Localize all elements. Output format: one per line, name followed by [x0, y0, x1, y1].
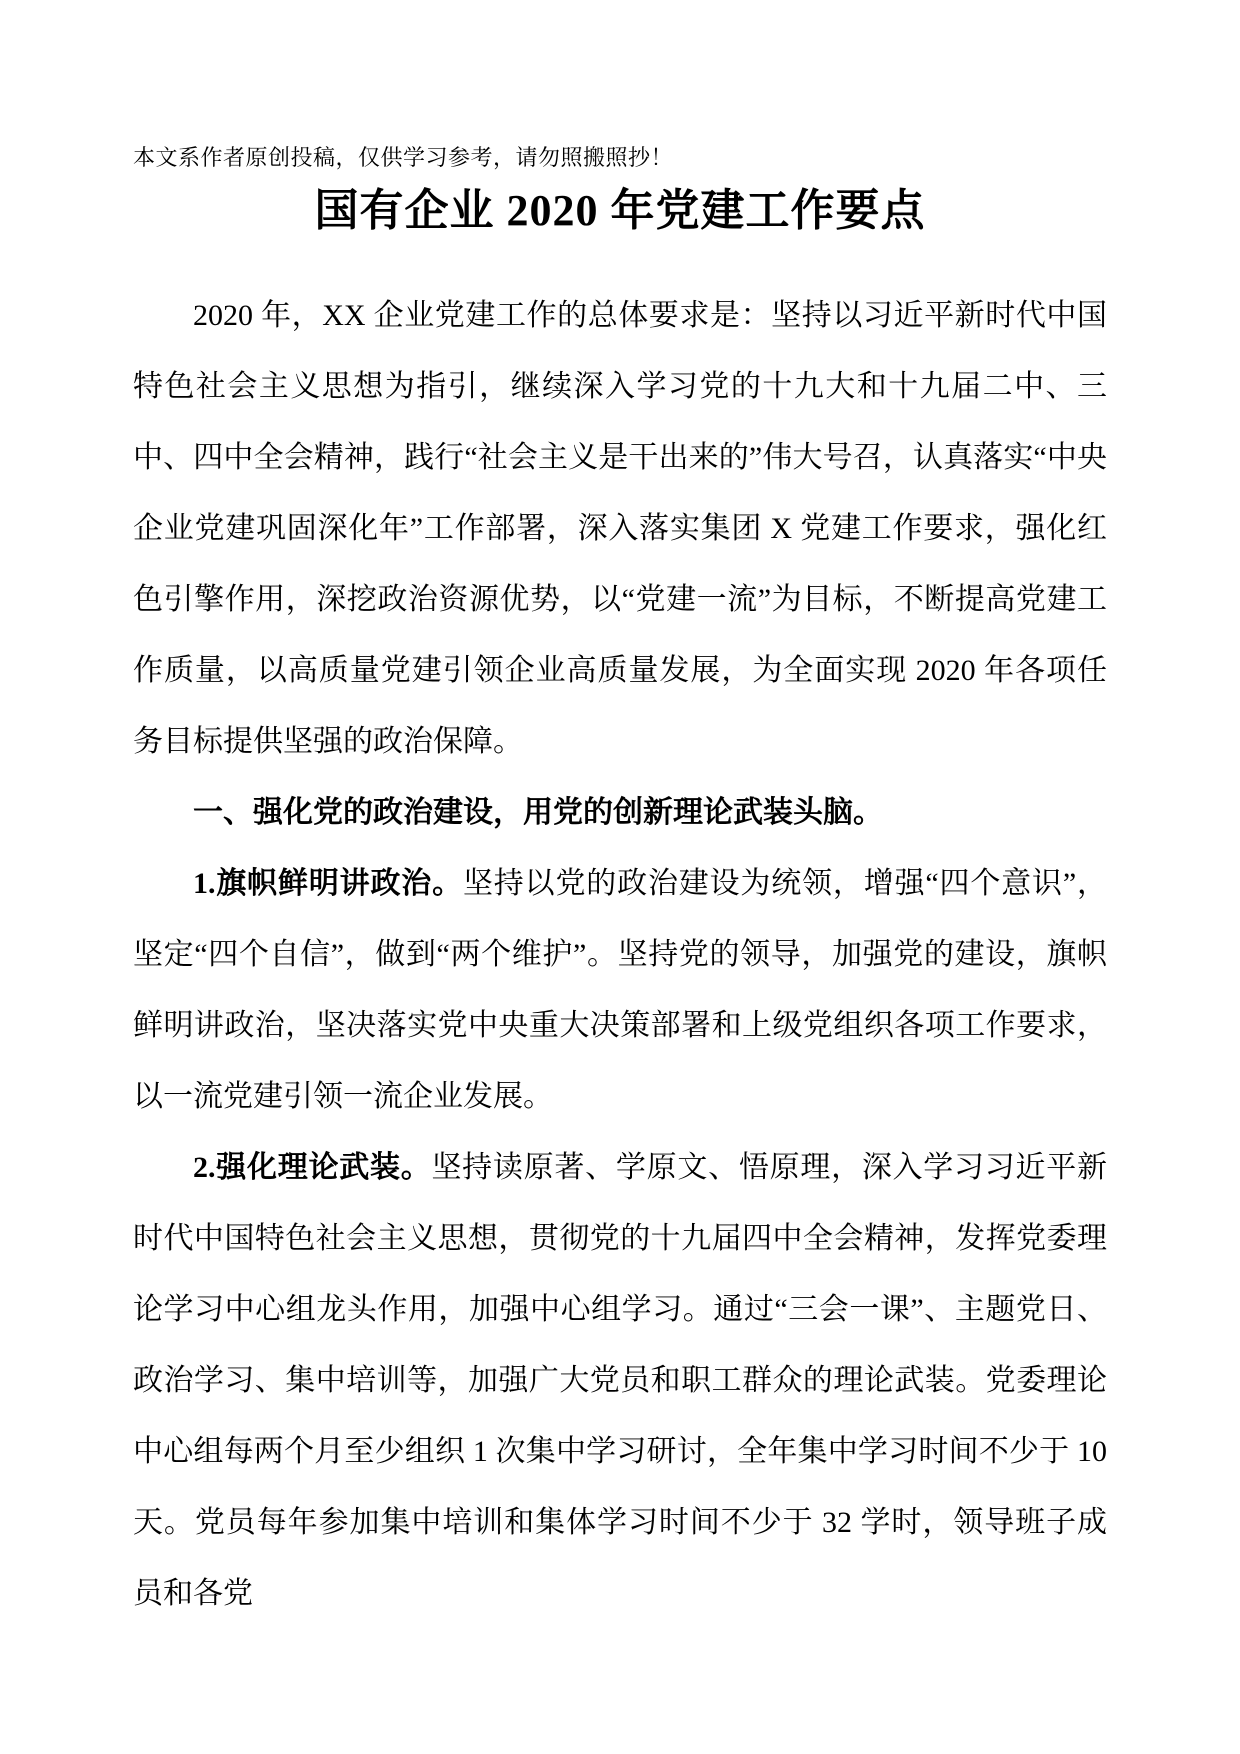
paragraph: 2020 年，XX 企业党建工作的总体要求是：坚持以习近平新时代中国特色社会主义思想为指引，继续深入学习党的十九大和十九届二中、三中、四中全会精神，践行“社会主义是干出来的”伟大号召，认真落实“中央企业党建巩固深化年”工作部署，深入落实集团 X 党建工作要求，强化红色引擎作用，深挖政治资源优势，以“党建一流”为目标，不断提高党建工作质量，以高质量党建引领企业高质量发展，为全面实现 2020 年各项任务目标提供坚强的政治保障。: [133, 299, 1107, 758]
section-heading: 一、强化党的政治建设，用党的创新理论武装头脑。: [193, 796, 883, 829]
author-note: 本文系作者原创投稿，仅供学习参考，请勿照搬照抄！: [133, 145, 674, 170]
paragraph-lead: 1.旗帜鲜明讲政治。: [193, 867, 463, 900]
document-title: 国有企业 2020 年党建工作要点: [314, 186, 926, 235]
paragraph: 2.强化理论武装。坚持读原著、学原文、悟原理，深入学习习近平新时代中国特色社会主义思想，贯彻党的十九届四中全会精神，发挥党委理论学习中心组龙头作用，加强中心组学习。通过“三会一课”、主题党日、政治学习、集中培训等，加强广大党员和职工群众的理论武装。党委理论中心组每两个月至少组织 1 次集中学习研讨，全年集中学习时间不少于 10 天。党员每年参加集中培训和集体学习时间不少于 32 学时，领导班子成员和各党: [133, 1151, 1108, 1610]
document-body: [133, 280, 1107, 1629]
paragraph-lead: 2.强化理论武装。: [193, 1151, 432, 1184]
paragraph: 1.旗帜鲜明讲政治。坚持以党的政治建设为统领，增强“四个意识”，坚定“四个自信”，做到“两个维护”。坚持党的领导，加强党的建设，旗帜鲜明讲政治，坚决落实党中央重大决策部署和上级党组织各项工作要求，以一流党建引领一流企业发展。: [133, 867, 1108, 1113]
